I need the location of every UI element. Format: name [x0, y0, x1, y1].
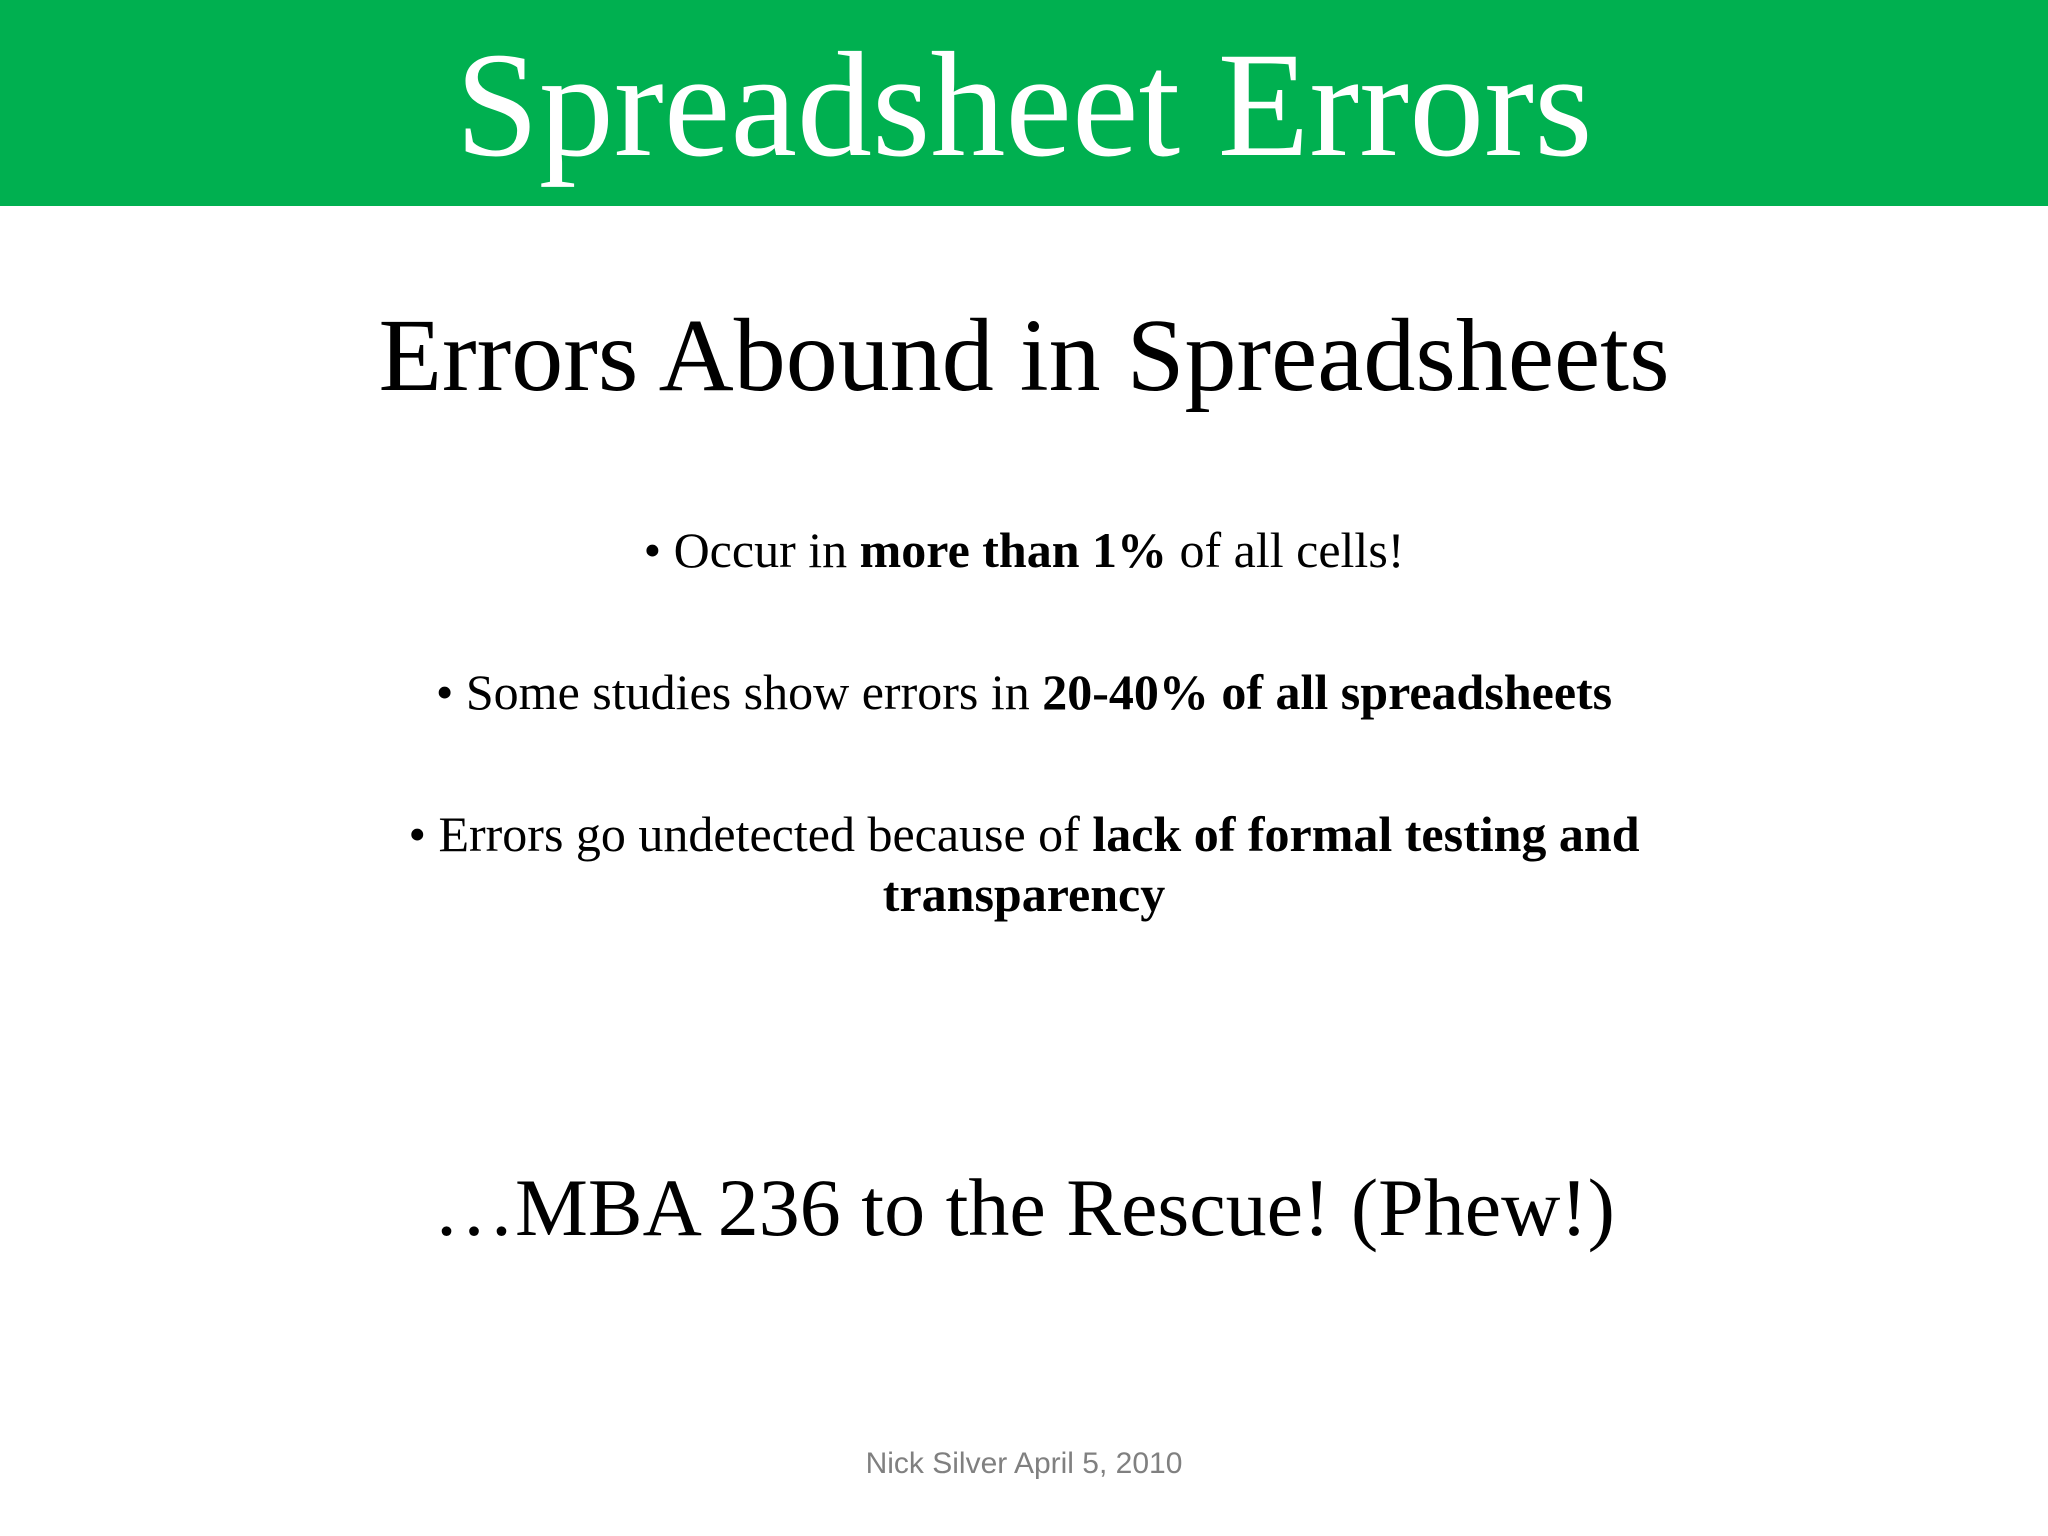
bullet-marker: • [408, 806, 426, 862]
rescue-line: …MBA 236 to the Rescue! (Phew!) [433, 1162, 1615, 1253]
bullet-emphasis: lack of formal testing and transparency [882, 806, 1640, 922]
bullet-text: Occur in [661, 522, 860, 578]
bullet-text: Some studies show errors in [453, 664, 1043, 720]
bullet-item [324, 662, 1724, 722]
bullet-list [324, 520, 1724, 1006]
bullet-item [324, 804, 1724, 924]
bullet-marker: • [643, 522, 662, 578]
slide-title: Spreadsheet Errors [455, 22, 1593, 188]
bullet-marker: • [435, 664, 454, 720]
bullet-emphasis: more than 1% [859, 522, 1168, 578]
slide-subtitle: Errors Abound in Spreadsheets [378, 298, 1670, 413]
bullet-text: of all cells! [1167, 522, 1405, 578]
bullet-item [324, 520, 1724, 580]
bullet-text: Errors go undetected because of [425, 806, 1093, 862]
bullet-emphasis: 20-40% of all spreadsheets [1042, 664, 1613, 720]
footer-text: Nick Silver April 5, 2010 [865, 1447, 1183, 1480]
header-band [0, 0, 2048, 206]
